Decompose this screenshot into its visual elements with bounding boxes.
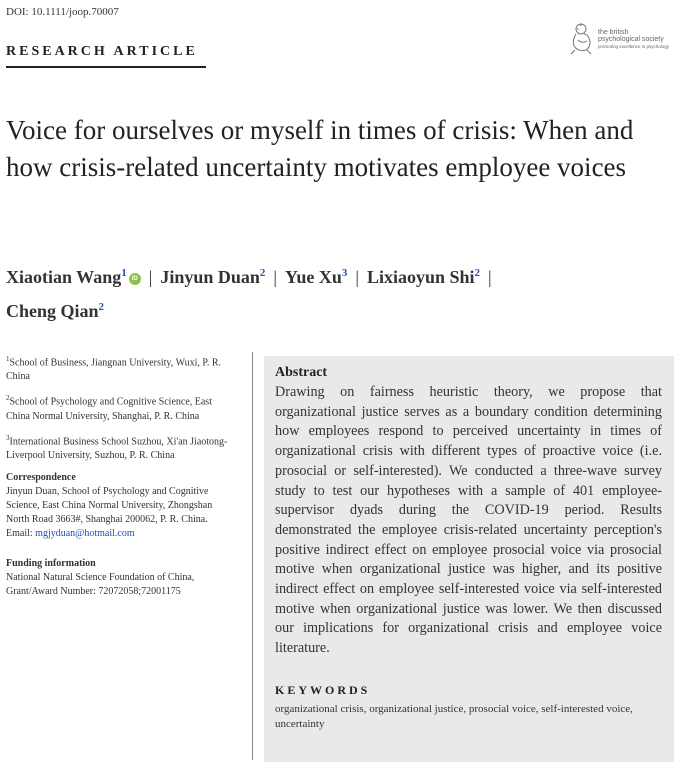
author-name[interactable]: Cheng Qian [6, 301, 99, 321]
bps-emblem-icon [568, 20, 596, 56]
article-type-rule [6, 66, 206, 68]
author-affiliation-ref[interactable]: 3 [341, 267, 348, 279]
author-affiliation-ref[interactable]: 2 [98, 301, 105, 313]
logo-line-3: promoting excellence in psychology [598, 44, 670, 49]
correspondence-heading: Correspondence [6, 471, 76, 483]
correspondence-text: Jinyun Duan, School of Psychology and Cognitive Science, East China Normal University, Zhongshan North Road 3663#, Shanghai 200062, P. R. China. Email: mgjyduan@hotmail.com [6, 485, 213, 539]
author-affiliation-ref[interactable]: 1 [121, 267, 127, 279]
author-name[interactable]: Xiaotian Wang [6, 267, 122, 287]
author-affiliation-ref[interactable]: 2 [259, 267, 266, 279]
author-separator: | [273, 267, 277, 287]
email-link[interactable]: mgjyduan@hotmail.com [35, 527, 135, 539]
funding-text: National Natural Science Foundation of China, Grant/Award Number: 72072058;72001175 [6, 571, 195, 597]
logo-line-1: the british [598, 29, 629, 36]
column-divider [252, 352, 253, 760]
article-sidebar [6, 352, 238, 599]
bps-logo [568, 20, 678, 58]
article-title: Voice for ourselves or myself in times of crisis: When and how crisis-related uncertainty motivates employee voices [6, 115, 634, 182]
author-affiliation-ref[interactable]: 2 [474, 267, 481, 279]
keywords-heading: KEYWORDS [275, 682, 371, 697]
author-name[interactable]: Yue Xu [284, 267, 342, 287]
abstract-heading: Abstract [275, 365, 328, 380]
author-separator: | [148, 267, 153, 287]
abstract-box [264, 356, 674, 762]
keywords-text: organizational crisis, organizational justice, prosocial voice, self-interested voice, uncertainty [275, 702, 633, 730]
affiliation: $^3$International Business School Suzhou, Xi'an Jiaotong-Liverpool University, Suzhou, P. R. China [6, 433, 228, 461]
author-name[interactable]: Jinyun Duan [160, 267, 260, 287]
orcid-icon[interactable]: iD [129, 273, 141, 285]
funding-heading: Funding information [6, 557, 96, 569]
author-list [6, 258, 666, 326]
article-type: RESEARCH ARTICLE [6, 44, 198, 59]
doi: DOI: 10.1111/joop.70007 [6, 6, 119, 18]
author-separator: | [355, 267, 359, 287]
author-name[interactable]: Lixiaoyun Shi [366, 267, 475, 287]
abstract-text: Drawing on fairness heuristic theory, we propose that organizational justice serves as a boundary condition determining how employees respond to perceived uncertainty in times of organizational crisis with different types of proactive voice (i.e. prosocial or self-interested). We conducted a three-wave survey study to test our hypotheses with a sample of 401 employee-supervisor dyads during the COVID-19 period. Results demonstrated the employee crisis-related uncertainty perception's positive indirect effect on employee prosocial voice via prosocial motive when organizational justice was higher, and its positive indirect effect on employee self-interested voice via self-interested motive when organizational justice was lower. We then discussed our implications for organizational crisis and employee voice literature. [275, 384, 662, 657]
affiliation: $^1$School of Business, Jiangnan University, Wuxi, P. R. China [6, 355, 222, 383]
affiliation: $^2$School of Psychology and Cognitive Science, East China Normal University, Shanghai, P. R. China [6, 394, 212, 422]
logo-line-2: psychological society [598, 36, 664, 43]
author-separator: | [488, 267, 492, 287]
